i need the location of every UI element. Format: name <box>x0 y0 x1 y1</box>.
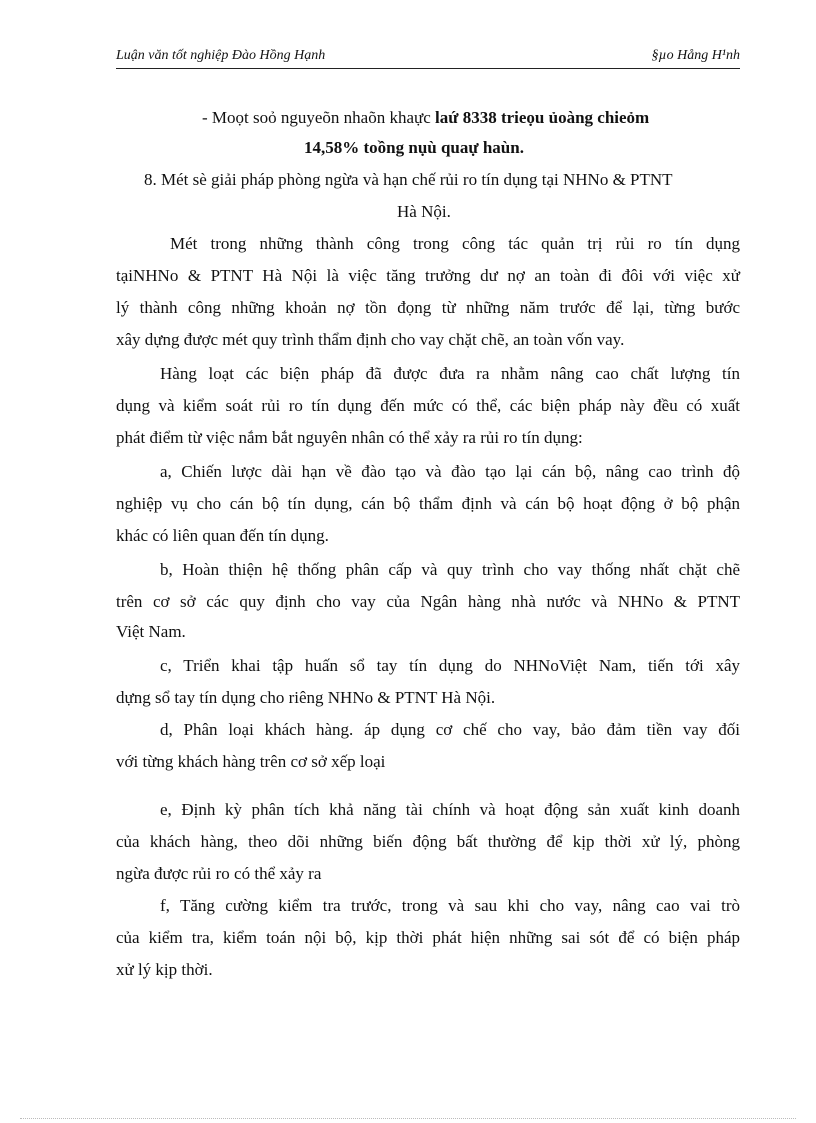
para-2-line-2: tạiNHNo & PTNT Hà Nội là việc tăng trưởng dư nợ an toàn đi đôi với việc xử <box>116 266 740 285</box>
para-3-line-2: dụng và kiểm soát rủi ro tín dụng đến mức có thể, các biện pháp này đều có xuất <box>116 396 740 415</box>
item-e-line-2: của khách hàng, theo dõi những biến động bất thường để kịp thời xử lý, phòng <box>116 832 740 851</box>
item-b-line-3: Việt Nam. <box>116 622 186 641</box>
item-b-line-2: trên cơ sở các quy định cho vay của Ngân hàng nhà nước và NHNo & PTNT <box>116 592 740 611</box>
para-2-line-4: xây dựng được mét quy trình thẩm định cho vay chặt chẽ, an toàn vốn vay. <box>116 330 625 349</box>
section-heading-line-1: 8. Mét sè giải pháp phòng ngừa và hạn chế rủi ro tín dụng tại NHNo & PTNT <box>144 170 673 189</box>
item-e-line-1: e, Định kỳ phân tích khả năng tài chính và hoạt động sản xuất kinh doanh <box>160 800 740 819</box>
para-3-line-1: Hàng loạt các biện pháp đã được đưa ra nhằm nâng cao chất lượng tín <box>160 364 740 383</box>
para-2-line-3: lý thành công những khoản nợ tồn đọng từ những năm trước để lại, từng bước <box>116 298 740 317</box>
item-f-line-2: của kiểm tra, kiểm toán nội bộ, kịp thời phát hiện những sai sót để có biện pháp <box>116 928 740 947</box>
item-c-line-1: c, Triển khai tập huấn sổ tay tín dụng do NHNoViệt Nam, tiến tới xây <box>160 656 740 675</box>
item-e-line-3: ngừa được rủi ro có thể xảy ra <box>116 864 322 883</box>
item-a-line-1: a, Chiến lược dài hạn về đào tạo và đào tạo lại cán bộ, nâng cao trình độ <box>160 462 740 481</box>
item-d-line-2: với từng khách hàng trên cơ sở xếp loại <box>116 752 386 771</box>
section-heading-line-2: Hà Nội. <box>397 202 451 221</box>
item-a-line-2: nghiệp vụ cho cán bộ tín dụng, cán bộ thẩm định và cán bộ hoạt động ở bộ phận <box>116 494 740 513</box>
header-left-text: Luận văn tốt nghiệp Đào Hồng Hạnh <box>116 48 326 63</box>
para-1-line-2: 14,58% toồng nụù quaự haùn. <box>304 138 524 157</box>
item-f-line-3: xử lý kịp thời. <box>116 960 213 979</box>
item-b-line-1: b, Hoàn thiện hệ thống phân cấp và quy trình cho vay thống nhất chặt chẽ <box>160 560 740 579</box>
item-d-line-1: d, Phân loại khách hàng. áp dụng cơ chế cho vay, bảo đảm tiền vay đối <box>160 720 740 739</box>
item-f-line-1: f, Tăng cường kiểm tra trước, trong và sau khi cho vay, nâng cao vai trò <box>160 896 740 915</box>
para-3-line-3: phát điểm từ việc nắm bắt nguyên nhân có thể xảy ra rủi ro tín dụng: <box>116 428 583 447</box>
item-a-line-3: khác có liên quan đến tín dụng. <box>116 526 329 545</box>
footer-rule <box>20 1118 796 1119</box>
para-2-line-1: Mét trong những thành công trong công tác quản trị rủi ro tín dụng <box>170 234 740 253</box>
item-c-line-2: dựng sổ tay tín dụng cho riêng NHNo & PTNT Hà Nội. <box>116 688 496 707</box>
page-header <box>116 48 740 69</box>
header-right-text: §µo Hång H¹nh <box>651 48 740 63</box>
para-1-line-1: - Moọt soỏ nguyeõn nhaõn khaực laứ 8338 trieọu ủoàng chieỏm <box>202 108 650 127</box>
